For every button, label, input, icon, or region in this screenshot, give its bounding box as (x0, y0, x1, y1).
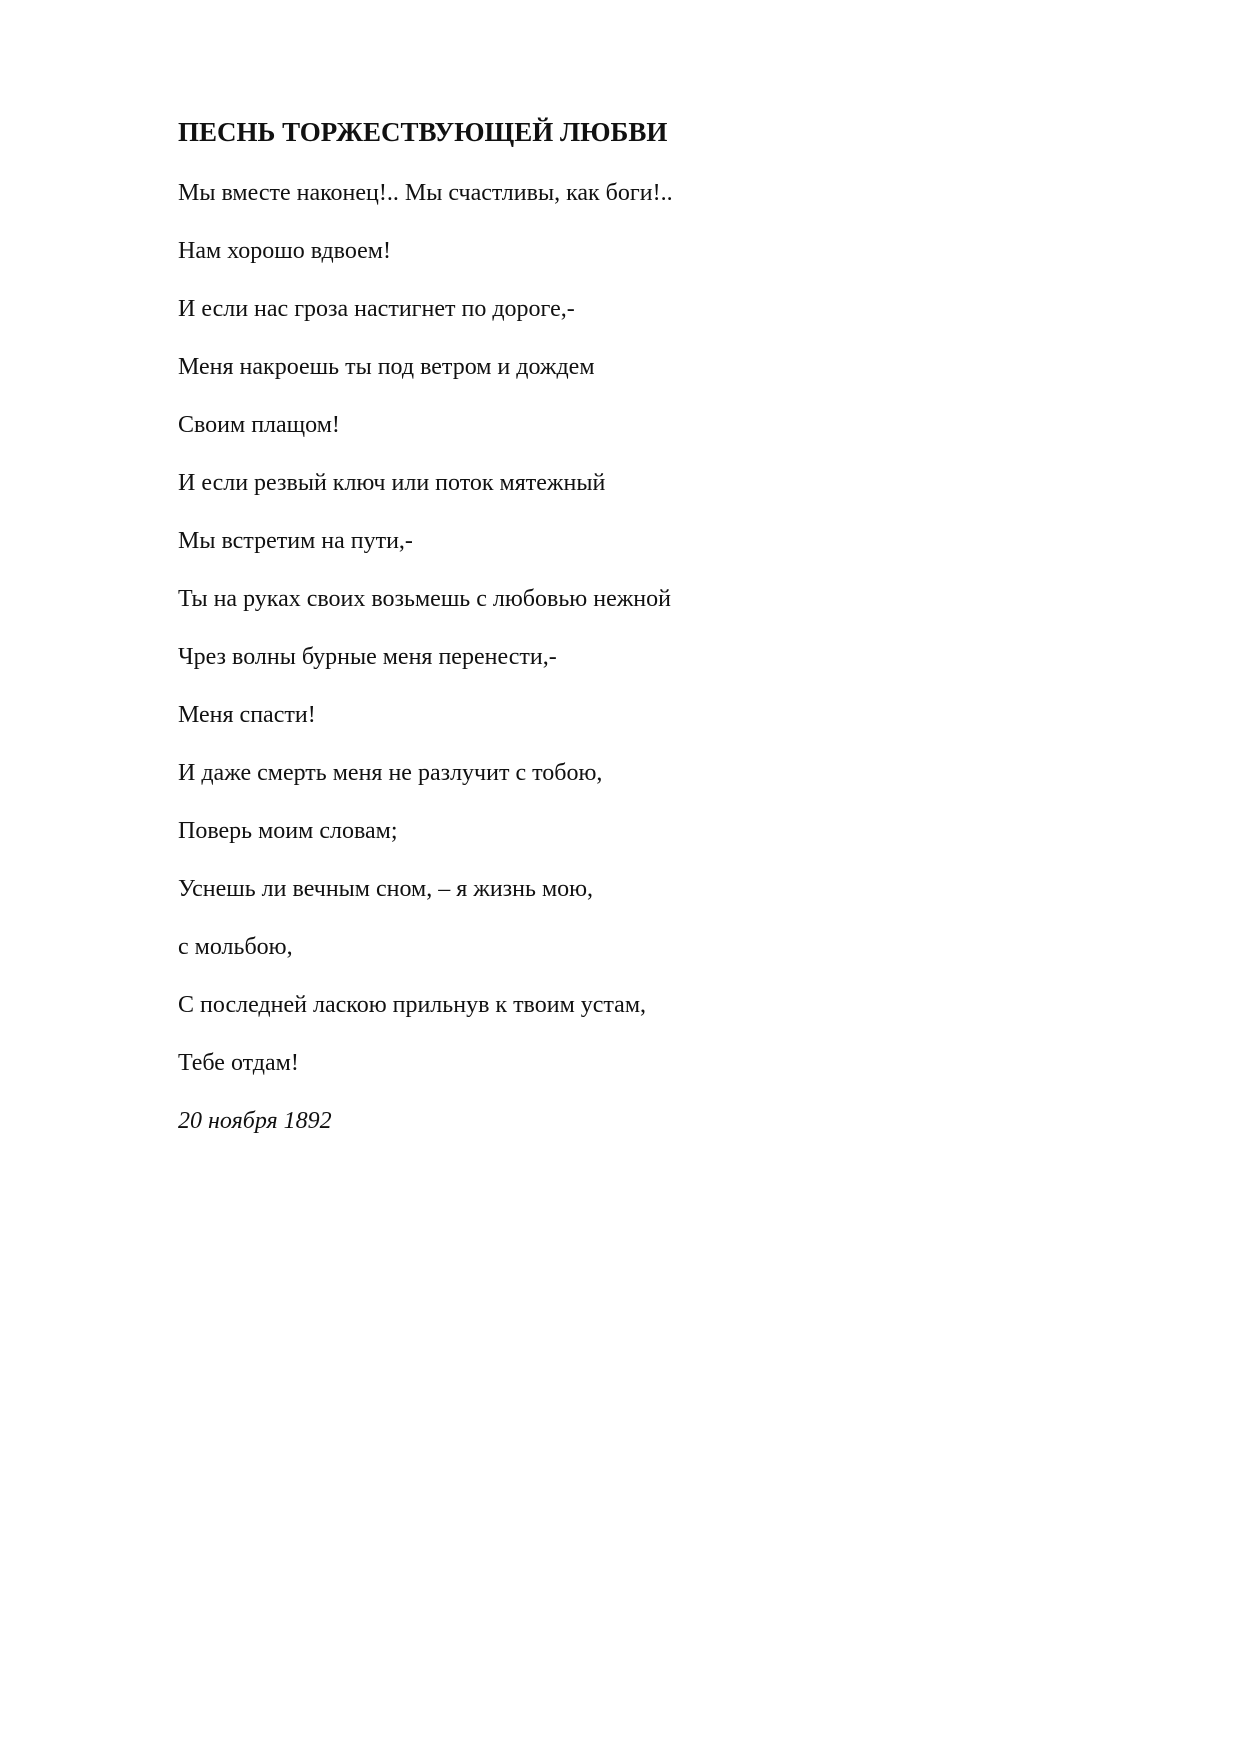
poem-line: Уснешь ли вечным сном, – я жизнь мою, (178, 876, 594, 902)
poem-line: С последней ласкою прильнув к твоим устам, (178, 992, 647, 1018)
poem-line: И даже смерть меня не разлучит с тобою, (178, 760, 603, 786)
poem-line: Мы вместе наконец!.. Мы счастливы, как боги!.. (178, 180, 673, 206)
poem-line: Мы встретим на пути,- (178, 528, 413, 554)
poem-line: Своим плащом! (178, 412, 340, 438)
poem-line: И если нас гроза настигнет по дороге,- (178, 296, 575, 322)
poem-line: И если резвый ключ или поток мятежный (178, 470, 606, 496)
poem-line: Ты на руках своих возьмешь с любовью нежной (178, 586, 671, 612)
poem-line: Поверь моим словам; (178, 818, 398, 844)
poem-date: 20 ноября 1892 (178, 1108, 332, 1134)
poem-line: Чрез волны бурные меня перенести,- (178, 644, 557, 670)
poem-line: Меня накроешь ты под ветром и дождем (178, 354, 595, 380)
poem-lines (178, 164, 1078, 1150)
poem-line: с мольбою, (178, 934, 293, 960)
poem-line: Нам хорошо вдвоем! (178, 238, 391, 264)
poem-title: ПЕСНЬ ТОРЖЕСТВУЮЩЕЙ ЛЮБВИ (178, 117, 668, 147)
poem (178, 112, 1078, 1150)
poem-line: Меня спасти! (178, 702, 316, 728)
poem-line: Тебе отдам! (178, 1050, 299, 1076)
